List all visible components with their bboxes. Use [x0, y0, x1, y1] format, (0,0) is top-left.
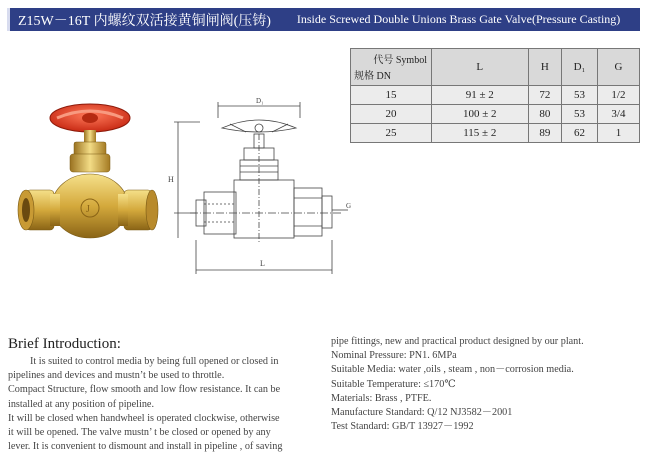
dn-cell: 15 — [351, 86, 432, 105]
brief-line: pipe fittings, new and practical product designed by our plant. — [331, 336, 584, 347]
suitable-media: Suitable Media: water ,oils , steam , non－corrosion media. — [331, 364, 574, 376]
brief-line: installed at any position of pipeline. — [8, 398, 154, 410]
table-cell: 80 — [528, 105, 562, 124]
brief-line: lever. It is convenient to dismount and install in pipeline , of saving — [8, 441, 283, 453]
product-english-title: Inside Screwed Double Unions Brass Gate Valve(Pressure Casting) — [296, 12, 621, 26]
col-header: L — [432, 49, 529, 86]
dn-cell: 20 — [351, 105, 432, 124]
table-cell: 1 — [597, 124, 639, 143]
corner-cell — [351, 49, 432, 86]
nominal-pressure: Nominal Pressure: PN1. 6MPa — [331, 350, 457, 362]
brief-line: pipelines and devices and mustn’t be used to throttle. — [8, 370, 225, 382]
materials: Materials: Brass , PTFE. — [331, 392, 432, 404]
table-cell: 1/2 — [597, 86, 639, 105]
table-row — [351, 105, 640, 124]
col-header: H — [528, 49, 562, 86]
valve-photo — [12, 96, 162, 256]
brief-right-column — [331, 335, 643, 434]
svg-text:J: J — [86, 204, 90, 215]
table-cell: 3/4 — [597, 105, 639, 124]
brief-line: It is suited to control media by being full opened or closed in — [30, 356, 279, 367]
label-h: H — [168, 175, 174, 184]
table-cell: 89 — [528, 124, 562, 143]
technical-drawing — [160, 92, 360, 282]
product-code-title: Z15W－16T 内螺纹双活接黄铜闸阀(压铸) — [18, 13, 271, 29]
table-cell: 53 — [562, 105, 598, 124]
corner-symbol: 代号 Symbol — [373, 55, 427, 66]
brief-line: it will be opened. The valve mustn’ t be closed or opened by any — [8, 427, 271, 439]
col-header: G — [597, 49, 639, 86]
label-d1: D₁ — [256, 97, 264, 105]
spec-table — [350, 48, 640, 143]
table-row — [351, 86, 640, 105]
brief-line: Compact Structure, flow smooth and low flow resistance. It can be — [8, 384, 281, 396]
spec-table-header — [351, 49, 640, 86]
table-cell: 62 — [562, 124, 598, 143]
test-standard: Test Standard: GB/T 13927－1992 — [331, 421, 474, 433]
label-g: G — [346, 202, 352, 210]
manufacture-standard: Manufacture Standard: Q/12 NJ3582－2001 — [331, 407, 513, 419]
table-cell: 115 ± 2 — [432, 124, 529, 143]
table-cell: 100 ± 2 — [432, 105, 529, 124]
table-cell: 53 — [562, 86, 598, 105]
table-row — [351, 124, 640, 143]
brief-line: It will be closed when handwheel is operated clockwise, otherwise — [8, 412, 280, 424]
col-header: D₁ — [562, 49, 598, 86]
corner-dn: 规格 DN — [354, 71, 391, 82]
suitable-temperature: Suitable Temperature: ≤170℃ — [331, 378, 456, 390]
brief-title: Brief Introduction: — [8, 336, 121, 352]
handwheel-icon — [50, 104, 130, 132]
title-bar — [7, 8, 640, 31]
dn-cell: 25 — [351, 124, 432, 143]
label-l: L — [260, 259, 265, 268]
table-cell: 72 — [528, 86, 562, 105]
table-cell: 91 ± 2 — [432, 86, 529, 105]
brief-left-column — [8, 355, 320, 454]
